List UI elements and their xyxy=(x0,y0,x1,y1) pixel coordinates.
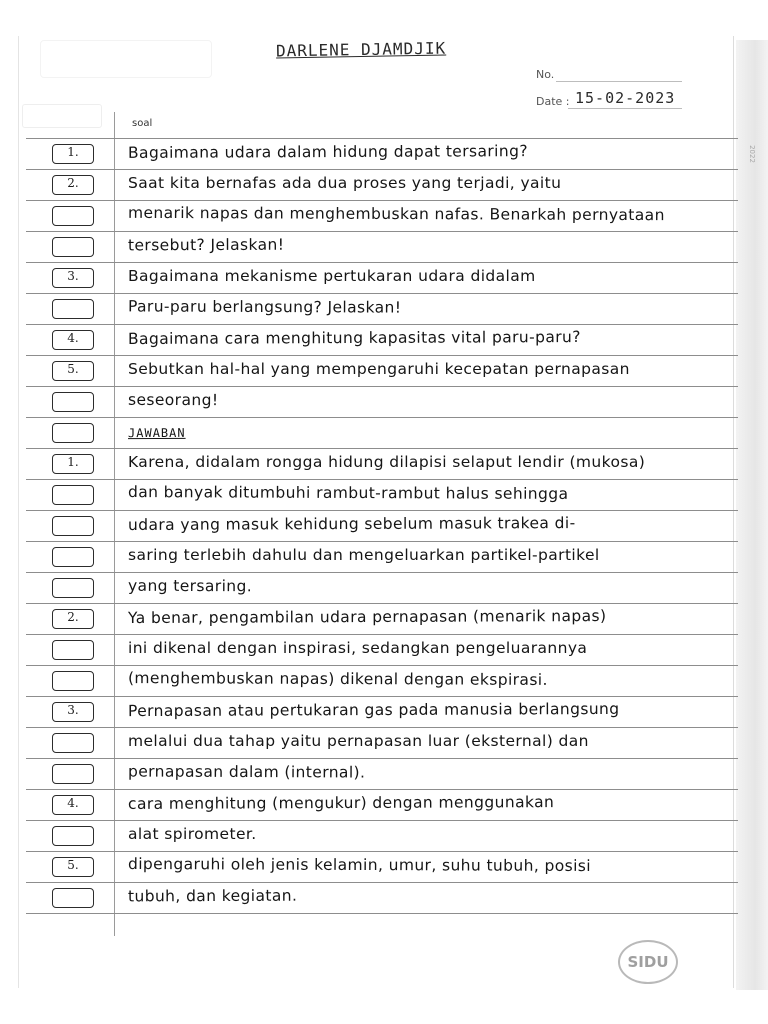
answer-heading: JAWABAN xyxy=(127,425,186,441)
handwritten-line: Bagaimana mekanisme pertukaran udara didalam xyxy=(128,267,536,285)
ruled-line xyxy=(26,851,738,852)
ruled-line xyxy=(26,448,738,449)
ruled-line xyxy=(26,262,738,263)
ruled-line xyxy=(26,758,738,759)
ruled-line xyxy=(26,634,738,635)
ruled-line xyxy=(26,727,738,728)
handwritten-line: saring terlebih dahulu dan mengeluarkan partikel-partikel xyxy=(128,546,600,564)
date-value: 15-02-2023 xyxy=(575,89,676,107)
item-number: 5. xyxy=(67,362,79,376)
handwritten-line: pernapasan dalam (internal). xyxy=(127,762,366,782)
ruled-line xyxy=(26,572,738,573)
ruled-line xyxy=(26,882,738,883)
ruled-line xyxy=(26,355,738,356)
soal-label: soal xyxy=(132,118,153,129)
number-box xyxy=(52,206,94,226)
number-box xyxy=(52,485,94,505)
handwritten-line: tersebut? Jelaskan! xyxy=(127,235,285,255)
number-box xyxy=(52,578,94,598)
item-number: 3. xyxy=(67,703,79,717)
number-box xyxy=(52,640,94,660)
brand-logo-text: SIDU xyxy=(627,953,669,971)
handwritten-line: Saat kita bernafas ada dua proses yang terjadi, yaitu xyxy=(128,174,562,192)
item-number: 3. xyxy=(67,269,79,283)
item-number: 2. xyxy=(67,176,79,190)
number-box xyxy=(52,733,94,753)
bleed-through-mark xyxy=(22,104,102,128)
bleed-through-mark xyxy=(40,40,212,78)
handwritten-line: udara yang masuk kehidung sebelum masuk trakea di- xyxy=(127,514,576,534)
handwritten-line: yang tersaring. xyxy=(127,576,253,596)
number-box xyxy=(52,671,94,691)
number-box xyxy=(52,423,94,443)
number-box xyxy=(52,237,94,257)
item-number: 2. xyxy=(67,610,79,624)
ruled-line xyxy=(26,479,738,480)
handwritten-line: alat spirometer. xyxy=(128,825,257,843)
ruled-line xyxy=(26,169,738,170)
number-box xyxy=(52,826,94,846)
brand-logo xyxy=(618,940,678,984)
number-label: No. xyxy=(536,68,555,81)
handwritten-line: cara menghitung (mengukur) dengan menggunakan xyxy=(127,793,555,813)
number-box xyxy=(52,547,94,567)
number-box xyxy=(52,299,94,319)
ruled-line xyxy=(26,913,738,914)
handwritten-line: menarik napas dan menghembuskan nafas. Benarkah pernyataan xyxy=(127,203,665,225)
handwritten-line: dan banyak ditumbuhi rambut-rambut halus sehingga xyxy=(127,483,569,503)
item-number: 4. xyxy=(67,796,79,810)
handwritten-line: tubuh, dan kegiatan. xyxy=(127,886,298,906)
number-box xyxy=(52,764,94,784)
margin-line xyxy=(114,112,115,936)
handwritten-line: melalui dua tahap yaitu pernapasan luar (eksternal) dan xyxy=(128,732,589,750)
ruled-line xyxy=(26,293,738,294)
author-name: DARLENE DJAMDJIK xyxy=(275,38,447,61)
ruled-line xyxy=(26,200,738,201)
ruled-line xyxy=(26,386,738,387)
ruled-line xyxy=(26,789,738,790)
date-label: Date : xyxy=(536,95,570,108)
ruled-line xyxy=(26,665,738,666)
item-number: 1. xyxy=(67,145,79,159)
handwritten-line: ini dikenal dengan inspirasi, sedangkan pengeluarannya xyxy=(128,639,588,657)
item-number: 4. xyxy=(67,331,79,345)
handwritten-line: Sebutkan hal-hal yang mempengaruhi kecepatan pernapasan xyxy=(128,360,630,378)
ruled-line xyxy=(26,603,738,604)
item-number: 1. xyxy=(67,455,79,469)
ruled-line xyxy=(26,138,738,139)
spine-mark: 2022 xyxy=(747,145,756,163)
handwritten-line: dipengaruhi oleh jenis kelamin, umur, suhu tubuh, posisi xyxy=(127,854,592,876)
date-line xyxy=(568,108,682,109)
handwritten-line: Pernapasan atau pertukaran gas pada manusia berlangsung xyxy=(127,699,620,721)
ruled-line xyxy=(26,541,738,542)
ruled-line xyxy=(26,231,738,232)
ruled-line xyxy=(26,696,738,697)
handwritten-line: Ya benar, pengambilan udara pernapasan (menarik napas) xyxy=(127,606,607,628)
handwritten-line: (menghembuskan napas) dikenal dengan ekspirasi. xyxy=(127,669,548,689)
ruled-line xyxy=(26,510,738,511)
handwritten-line: Bagaimana cara menghitung kapasitas vital paru-paru? xyxy=(127,328,581,348)
handwritten-line: Bagaimana udara dalam hidung dapat tersaring? xyxy=(127,142,528,162)
ruled-line xyxy=(26,820,738,821)
number-box xyxy=(52,888,94,908)
notebook-edge xyxy=(736,40,768,990)
ruled-line xyxy=(26,324,738,325)
item-number: 5. xyxy=(67,858,79,872)
number-box xyxy=(52,392,94,412)
handwritten-line: Karena, didalam rongga hidung dilapisi selaput lendir (mukosa) xyxy=(128,453,646,471)
handwritten-line: Paru-paru berlangsung? Jelaskan! xyxy=(127,297,402,317)
number-box xyxy=(52,516,94,536)
number-line xyxy=(556,81,682,82)
handwritten-line: seseorang! xyxy=(127,390,219,410)
ruled-line xyxy=(26,417,738,418)
